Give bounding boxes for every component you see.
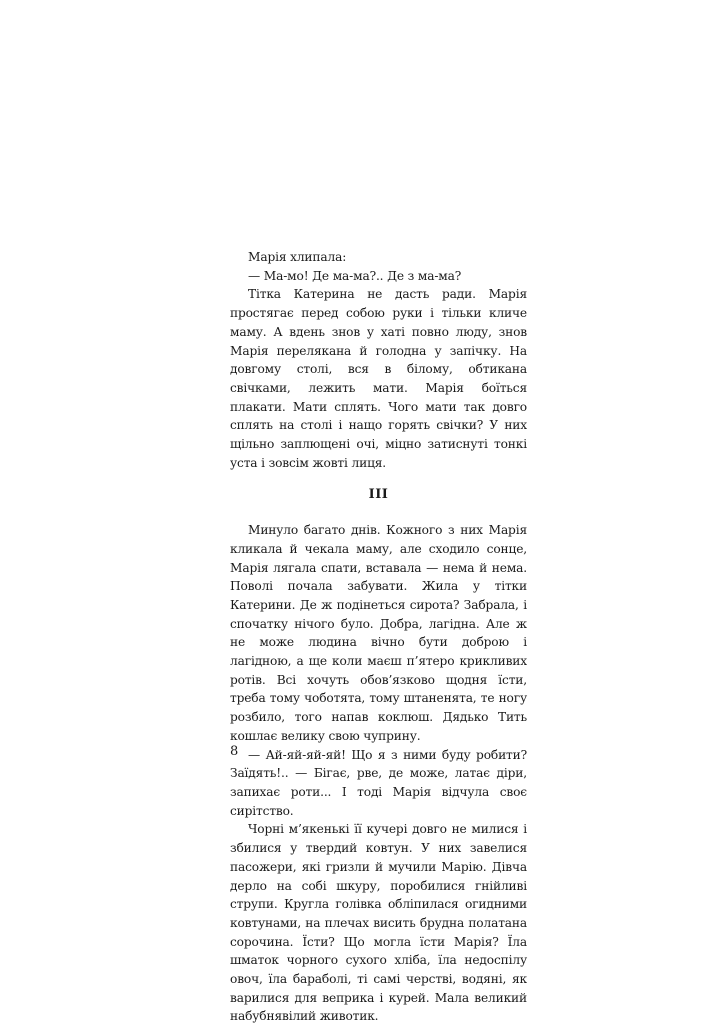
- paragraph: Марія хлипала:: [248, 250, 347, 264]
- page-number: 8: [230, 744, 239, 759]
- paragraph: Минуло багато днів. Кожного з них Марія кликала й чекала маму, але сходило сонце, Марія лягала спати, вставала — нема й нема. Поволі почала забувати. Жила у тітки Катерини. Де ж подінеться сирота? Забрала, і спочатку нічого було. Добра, лагідна. Але ж не може людина вічно бути доброю і лагідною, а ще коли маєш п’ятеро крикливих ротів. Всі хочуть обов’язково щодня їсти, треба тому чоботята, тому штаненята, те ногу розбило, того напав коклюш. Дядько Тить кошлає велику свою чуприну.: [230, 523, 527, 743]
- paragraph: — Ма-мо! Де ма-ма?.. Де з ма-ма?: [248, 268, 462, 283]
- paragraph: — Ай-яй-яй-яй! Що я з ними буду робити? Заїдять!.. — Бігає, рве, де може, латає діри, запихає роти... І тоді Марія відчула своє сирітство.: [230, 747, 527, 818]
- chapter-heading: III: [368, 487, 389, 503]
- paragraph: Чорні м’якенькі її кучері довго не милися і збилися у твердий ковтун. У них завелися пасожери, які гризли й мучили Марію. Дівча дерло на собі шкуру, поробилися гнійливі струпи. Кругла голівка облiпилася огидними ковтунами, на плечах висить брудна полатана сорочина. Їсти? Що могла їсти Марія? Їла шматок чорного сухого хліба, їла недоспілу овоч, їла бараболі, ті самі черстві, водяні, як варилися для веприка і курей. Мала великий набубнявілий животик.: [230, 822, 527, 1024]
- page-text-block: [230, 248, 527, 1026]
- paragraph: Тітка Катерина не дасть ради. Марія простягає перед собою руки і тільки кличе маму. А вдень знов у хаті повно люду, знов Марія перелякана й голодна у запічку. На довгому столі, вся в білому, обтикана свічками, лежить мати. Марія боїться плакати. Мати сплять. Чого мати так довго сплять на столі і нащо горять свічки? У них щільно заплющені очі, міцно затиснуті тонкі уста і зовсім жовті лиця.: [230, 287, 527, 470]
